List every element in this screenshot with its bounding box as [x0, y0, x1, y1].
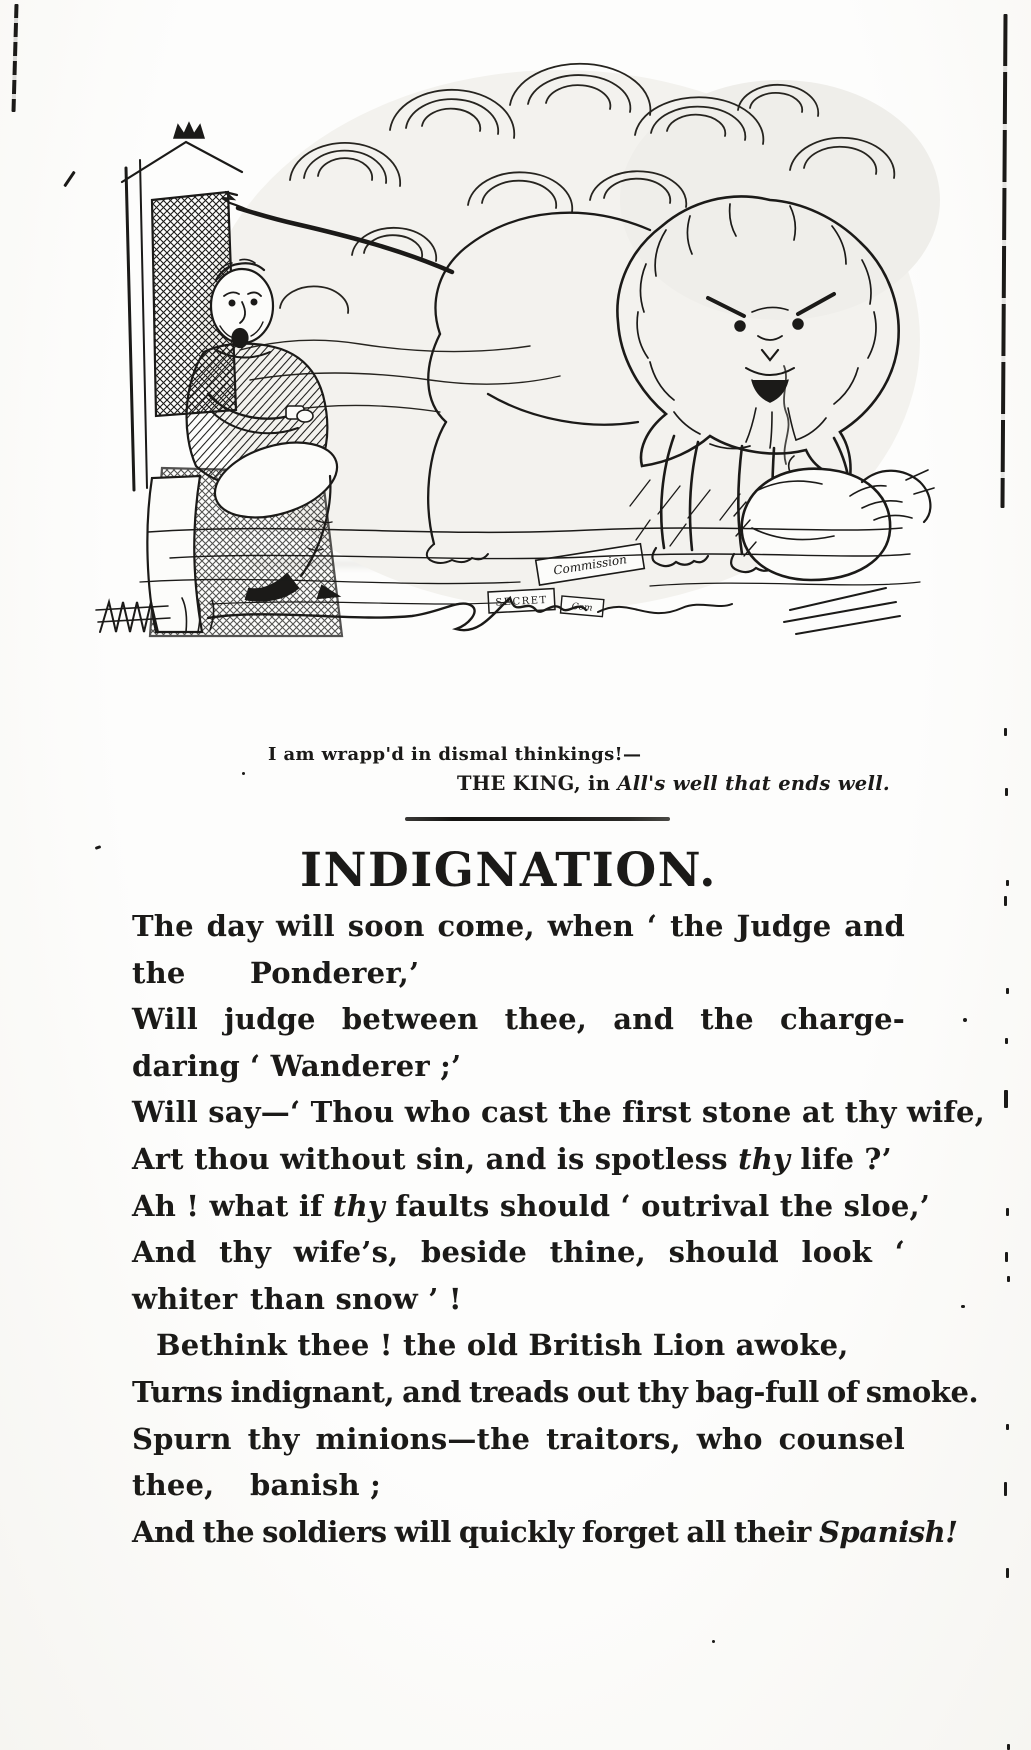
caption-play-title: All's well that ends well.: [617, 772, 890, 795]
scan-tick: [1007, 1276, 1010, 1282]
poem-line: Ponderer,’: [250, 955, 420, 990]
poem-line: banish ;: [250, 1468, 381, 1503]
poem-line: Ah ! what if thy faults should ‘ outrival the sloe,’: [132, 1188, 931, 1223]
scan-tick: [1004, 1090, 1008, 1108]
engraving-canvas: [90, 50, 940, 662]
paper-label-commission: Commission: [552, 552, 628, 578]
poem-line: And thy wife’s, beside thine, should look ‘ whiter: [132, 1235, 905, 1316]
poem-line: Will say—‘ Thou who cast the first stone at thy wife,: [132, 1095, 985, 1130]
scan-mark-left-edge: [11, 4, 18, 112]
poem-line: The day will soon come, when ‘ the Judge and the: [132, 909, 905, 990]
section-divider: [405, 817, 670, 821]
scan-mark-right-edge: [1000, 14, 1007, 508]
scan-tick: [1005, 1252, 1008, 1262]
scan-mark-slash: [63, 171, 76, 188]
poem-lines: [132, 903, 985, 1555]
poem-line: ‘ Wanderer ;’: [250, 1048, 462, 1083]
scan-tick: [1005, 788, 1008, 796]
poem-line: Spurn thy minions—the traitors, who counsel thee,: [132, 1421, 905, 1503]
crown-finial: [174, 123, 204, 138]
scan-speck: [712, 1640, 715, 1643]
poem-line: Turns indignant, and treads out thy bag-full of smoke.: [132, 1374, 979, 1409]
caption-attribution-speaker: THE KING, in: [457, 772, 618, 795]
scan-tick: [1004, 1482, 1007, 1496]
scan-speck: [961, 1305, 965, 1308]
poem-line: Art thou without sin, and is spotless thy life ?’: [132, 1141, 892, 1176]
poem-line: than snow ’ !: [250, 1281, 462, 1316]
scan-tick: [1006, 988, 1009, 994]
scan-tick: [1006, 1208, 1009, 1216]
paper-label-com: Com: [571, 601, 593, 614]
paper-label-secret: SECRET: [495, 594, 548, 609]
scan-tick: [1006, 1424, 1009, 1430]
caption-attribution: [457, 772, 890, 795]
scan-speck: [242, 772, 245, 775]
scan-tick: [1005, 1038, 1008, 1044]
poem-title: INDIGNATION.: [300, 843, 717, 898]
poem-line: Will judge between thee, and the charge-daring: [132, 1002, 905, 1083]
engraving-illustration: [90, 50, 940, 662]
scan-tick: [1007, 1744, 1010, 1750]
scan-speck: [963, 1018, 967, 1022]
poem-line: And the soldiers will quickly forget all their Spanish!: [132, 1514, 958, 1549]
poem-line: Bethink thee ! the old British Lion awoke,: [156, 1328, 849, 1363]
scan-tick: [1006, 1568, 1009, 1578]
scan-tick: [1004, 728, 1007, 736]
caption-quote: I am wrapp'd in dismal thinkings!—: [268, 744, 642, 765]
